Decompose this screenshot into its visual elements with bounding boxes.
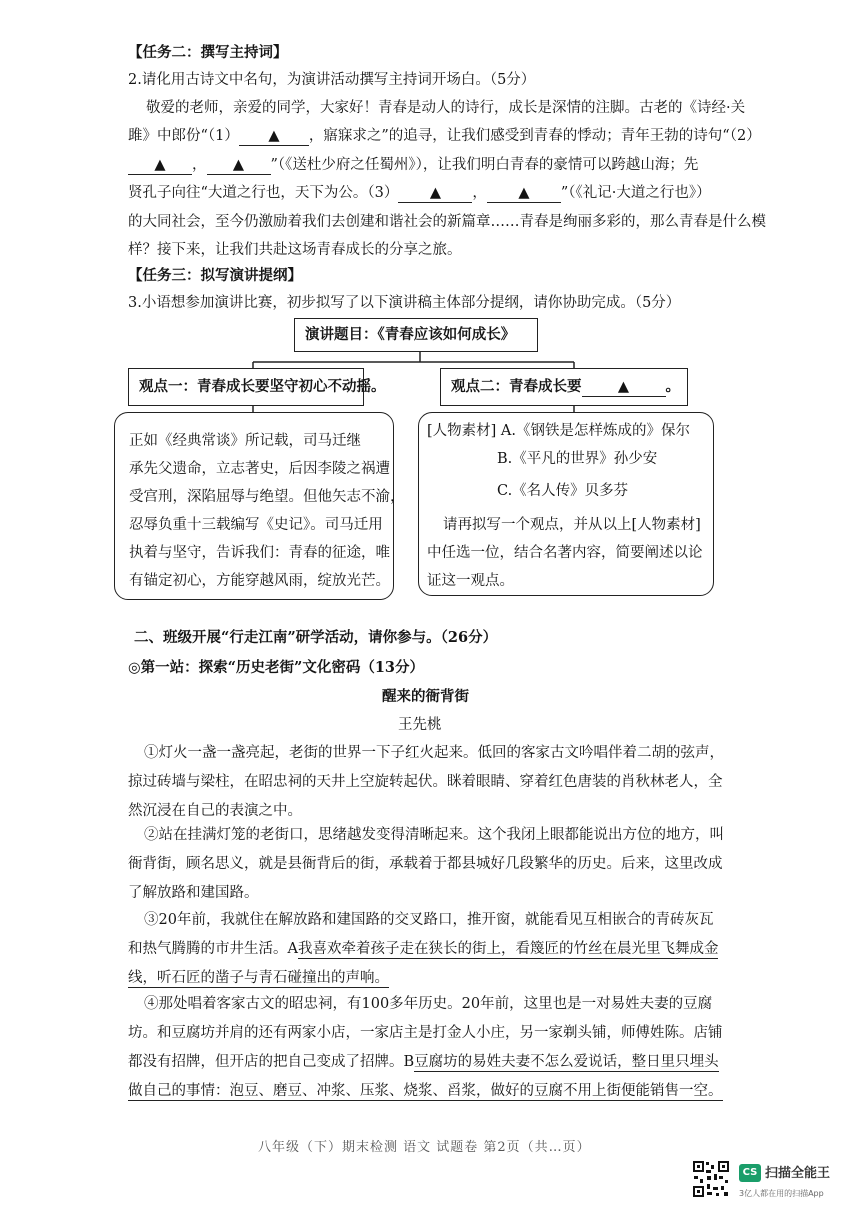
article-paragraph-1	[128, 739, 740, 826]
task2-text: ，	[192, 157, 207, 173]
task2-question: 2.请化用古诗文中名句，为演讲活动撰写主持词开场白。（5分）	[128, 72, 536, 88]
triangle-mark-icon: ▲	[154, 157, 166, 173]
task2-text: ”（《送杜少府之任蜀州》），让我们明白青春的豪情可以跨越山海；先	[270, 157, 699, 173]
scanner-app-name: 扫描全能王	[765, 1166, 831, 1181]
instruction-line-1: 请再拟写一个观点，并从以上[人物素材]	[443, 517, 701, 533]
support-line-1: 正如《经典常谈》所记载，司马迁继	[129, 433, 361, 449]
paragraph-text: 都没有招牌，但开店的把自己变成了招牌。B	[128, 1054, 415, 1070]
viewpoint-1-support-box	[114, 412, 405, 600]
triangle-mark-icon: ▲	[268, 128, 280, 144]
underlined-sentence-b: 豆腐坊的易姓夫妻不怎么爱说话，整日里只埋头	[414, 1054, 719, 1070]
underlined-sentence-a-cont: 线，听石匠的凿子与青石碰撞出的声响。	[128, 970, 389, 986]
underlined-sentence-a: 我喜欢牵着孩子走在狭长的街上，看篾匠的竹丝在晨光里飞舞成金	[297, 941, 719, 957]
support-line-2: 承先父遗命，立志著史，后因李陵之祸遭	[129, 461, 390, 477]
viewpoint-2-blank[interactable]	[582, 378, 666, 397]
task2-text: 雎》中郎份“（1）	[128, 128, 239, 144]
article-paragraph-4	[128, 990, 740, 1106]
scanner-app-tagline: 3亿人都在用的扫描App	[739, 1189, 824, 1198]
paragraph-line	[128, 1048, 740, 1077]
task2-text: 贤孔子向往“大道之行也，天下为公。（3）	[128, 185, 399, 201]
paragraph-text: 和热气腾腾的市井生活。A	[128, 941, 298, 957]
paragraph-line: ③20年前，我就住在解放路和建国路的交叉路口，推开窗，就能看见互相嵌合的青砖灰瓦	[144, 912, 714, 928]
camscanner-logo: CS	[739, 1164, 761, 1182]
viewpoint-1-box	[128, 368, 386, 406]
material-b: B.《平凡的世界》孙少安	[497, 451, 658, 467]
paragraph-line: 了解放路和建国路。	[128, 885, 259, 901]
triangle-mark-icon: ▲	[232, 157, 245, 173]
task2-paragraph-line-1: 敬爱的老师，亲爱的同学，大家好！青春是动人的诗行，成长是深情的注脚。古老的《诗经·关	[146, 100, 746, 116]
article-paragraph-3	[128, 906, 740, 993]
viewpoint-2	[451, 377, 680, 397]
paragraph-line: ②站在挂满灯笼的老街口，思绪越发变得清晰起来。这个我闭上眼都能说出方位的地方，叫	[144, 827, 724, 843]
task3-question: 3.小语想参加演讲比赛，初步拟写了以下演讲稿主体部分提纲，请你协助完成。（5分）	[128, 295, 681, 311]
paragraph-line: 衙背街，顾名思义，就是县衙背后的街，承载着于都县城好几段繁华的历史。后来，这里改成	[128, 856, 723, 872]
viewpoint-2-suffix: 。	[665, 378, 680, 395]
viewpoint-2-material-box	[418, 412, 714, 596]
task3-heading: 【任务三：拟写演讲提纲】	[128, 267, 302, 284]
viewpoint-1: 观点一：青春成长要坚守初心不动摇。	[139, 378, 386, 395]
section2-heading: 二、班级开展“行走江南”研学活动，请你参与。（26分）	[134, 629, 498, 646]
task2-text: ，	[472, 185, 487, 201]
paragraph-line	[128, 964, 740, 993]
task2-text: ，寤寐求之”的追寻，让我们感受到青春的悸动；青年王勃的诗句“（2）	[308, 128, 761, 144]
material-c: C.《名人传》贝多芬	[497, 483, 629, 499]
support-line-4: 忍辱负重十三载编写《史记》。司马迁用	[129, 517, 383, 533]
task2-paragraph-line-5: 的大同社会，至今仍激励着我们去创建和谐社会的新篇章……青春是绚丽多彩的，那么青春是什么模	[128, 214, 766, 230]
speech-topic: 演讲题目：《青春应该如何成长》	[305, 326, 516, 343]
paragraph-line: 掠过砖墙与梁柱，在昭忠祠的天井上空旋转起伏。眯着眼睛、穿着红色唐装的肖秋林老人，全	[128, 774, 723, 790]
station-1-heading: ◎第一站：探索“历史老街”文化密码（13分）	[128, 659, 425, 676]
speech-topic-box	[294, 318, 538, 352]
triangle-mark-icon: ▲	[429, 185, 441, 201]
paragraph-line	[128, 935, 740, 964]
paragraph-line: ①灯火一盏一盏亮起，老街的世界一下子红火起来。低回的客家古文吟唱伴着二胡的弦声，	[144, 745, 724, 761]
paragraph-line: 然沉浸在自己的表演之中。	[128, 803, 302, 819]
triangle-mark-icon: ▲	[518, 185, 530, 201]
task2-text: ”（《礼记·大道之行也》）	[560, 185, 711, 201]
viewpoint-2-box	[440, 368, 688, 406]
article-paragraph-2	[128, 821, 740, 908]
viewpoint-2-prefix: 观点二：青春成长要	[451, 378, 582, 395]
paragraph-line: 坊。和豆腐坊并肩的还有两家小店，一家店主是打金人小庄，另一家剃头铺，师傅姓陈。店铺	[128, 1025, 723, 1041]
article-author: 王先桃	[398, 717, 442, 733]
page-footer: 八年级（下）期末检测 语文 试题卷 第2页（共…页）	[258, 1140, 591, 1155]
support-line-3: 受宫刑，深陷屈辱与绝望。但他矢志不渝，	[129, 489, 405, 505]
article-title: 醒来的衙背街	[382, 688, 469, 705]
support-line-5: 执着与坚守，告诉我们：青春的征途，唯	[129, 545, 390, 561]
underlined-sentence-b-cont: 做自己的事情：泡豆、磨豆、冲浆、压浆、烧浆、舀浆，做好的豆腐不用上街便能销售一空。	[128, 1083, 723, 1099]
support-line-6: 有锚定初心，方能穿越风雨，绽放光芒。	[129, 573, 390, 589]
paragraph-line	[128, 1077, 740, 1106]
paragraph-line: ④那处唱着客家古文的昭忠祠，有100多年历史。20年前，这里也是一对易姓夫妻的豆腐	[144, 996, 713, 1012]
task2-paragraph-line-6: 样？接下来，让我们共赴这场青春成长的分享之旅。	[128, 242, 462, 258]
material-label: [人物素材] A.《钢铁是怎样炼成的》保尔	[427, 423, 691, 439]
qr-code-icon	[692, 1160, 730, 1198]
instruction-line-2: 中任选一位，结合名著内容，简要阐述以论	[427, 545, 703, 561]
instruction-line-3: 证这一观点。	[427, 573, 514, 589]
triangle-mark-icon: ▲	[617, 378, 630, 395]
task2-heading: 【任务二：撰写主持词】	[128, 44, 288, 61]
